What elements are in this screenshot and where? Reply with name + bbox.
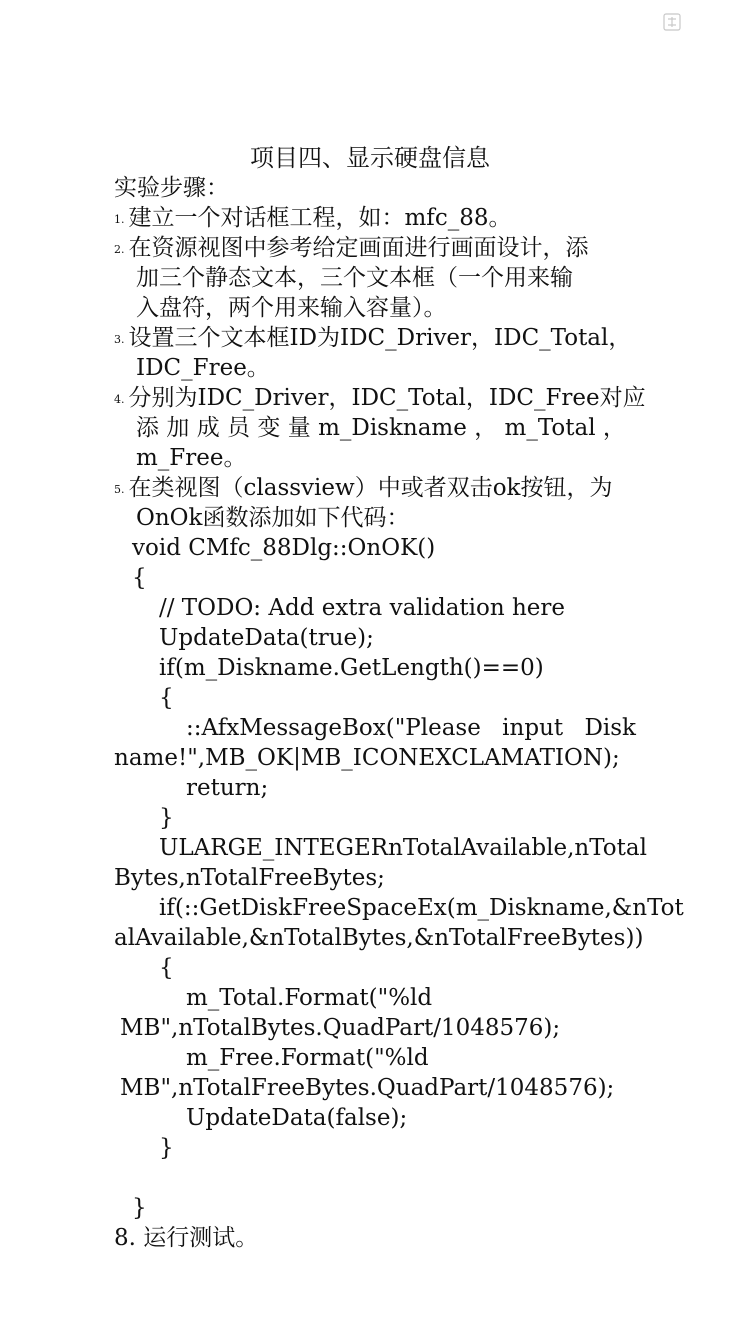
step-number: 3. [114,333,125,346]
justified-word: ， [602,415,626,441]
justified-word: m_Total [504,415,596,441]
code-line: } [159,1135,174,1161]
code-line: name!",MB_OK|MB_ICONEXCLAMATION); [114,745,620,771]
code-line: UpdateData(true); [159,625,374,651]
step-1-text: 建立一个对话框工程，如：mfc_88。 [128,205,512,231]
code-line: if(::GetDiskFreeSpaceEx(m_Diskname,&nTot [159,895,684,921]
code-line: void CMfc_88Dlg::OnOK() [132,535,436,561]
code-line: // TODO: Add extra validation here [159,595,566,621]
step-3-line-1 [114,323,631,353]
code-line: return; [186,775,269,801]
doc-title: 项目四、显示硬盘信息 [250,144,490,172]
justified-word: 变 [257,415,281,441]
code-line: m_Free.Format("%ld [186,1045,429,1071]
step-number: 4. [114,393,125,406]
step-2-line-3: 入盘符，两个用来输入容量）。 [136,295,447,321]
step-5-line-2: OnOk函数添加如下代码： [136,505,410,531]
step-1 [114,203,511,233]
step-2-text: 在资源视图中参考给定画面进行画面设计，添 [128,235,589,261]
code-line [159,833,647,863]
justified-word: m_Diskname [318,415,467,441]
step-5-text: 在类视图（classview）中或者双击ok按钮，为 [128,475,613,501]
justified-word: ， [474,415,498,441]
justified-word: nTotalAvailable,nTotal [388,835,647,861]
justified-word: Disk [584,715,636,741]
step-8: 8. 运行测试。 [114,1225,259,1251]
step-2-line-2: 加三个静态文本，三个文本框（一个用来输 [136,265,573,291]
steps-heading: 实验步骤： [114,175,229,201]
code-line: UpdateData(false); [186,1105,408,1131]
step-3-line-2: IDC_Free。 [136,355,270,381]
code-line: MB",nTotalFreeBytes.QuadPart/1048576); [120,1075,615,1101]
justified-word: 成 [196,415,220,441]
step-number: 2. [114,243,125,256]
step-number: 5. [114,483,125,496]
code-line: if(m_Diskname.GetLength()==0) [159,655,544,681]
justified-word: 员 [227,415,251,441]
step-4-line-1 [114,383,646,413]
step-4-text: 分别为IDC_Driver，IDC_Total，IDC_Free对应 [128,385,646,411]
step-4-line-2 [136,413,626,443]
code-line: m_Total.Format("%ld [186,985,433,1011]
justified-word: 量 [287,415,311,441]
justified-word: ::AfxMessageBox("Please [186,715,481,741]
code-line [186,713,636,743]
step-number: 1. [114,213,125,226]
code-line: alAvailable,&nTotalBytes,&nTotalFreeBytes)) [114,925,644,951]
code-line: } [159,805,174,831]
code-line: Bytes,nTotalFreeBytes; [114,865,385,891]
step-5-line-1 [114,473,613,503]
justified-word: 添 [136,415,159,441]
step-2-line-1 [114,233,589,263]
justified-word: 加 [166,415,190,441]
step-3-text: 设置三个文本框ID为IDC_Driver，IDC_Total， [128,325,632,351]
code-line: } [132,1195,147,1221]
justified-word: ULARGE_INTEGER [159,835,389,861]
justified-word: input [502,715,564,741]
code-line: { [159,685,174,711]
page-corner-icon [662,12,682,32]
code-line: MB",nTotalBytes.QuadPart/1048576); [120,1015,561,1041]
code-line: { [159,955,174,981]
step-4-line-3: m_Free。 [136,445,247,471]
code-line: { [132,565,147,591]
